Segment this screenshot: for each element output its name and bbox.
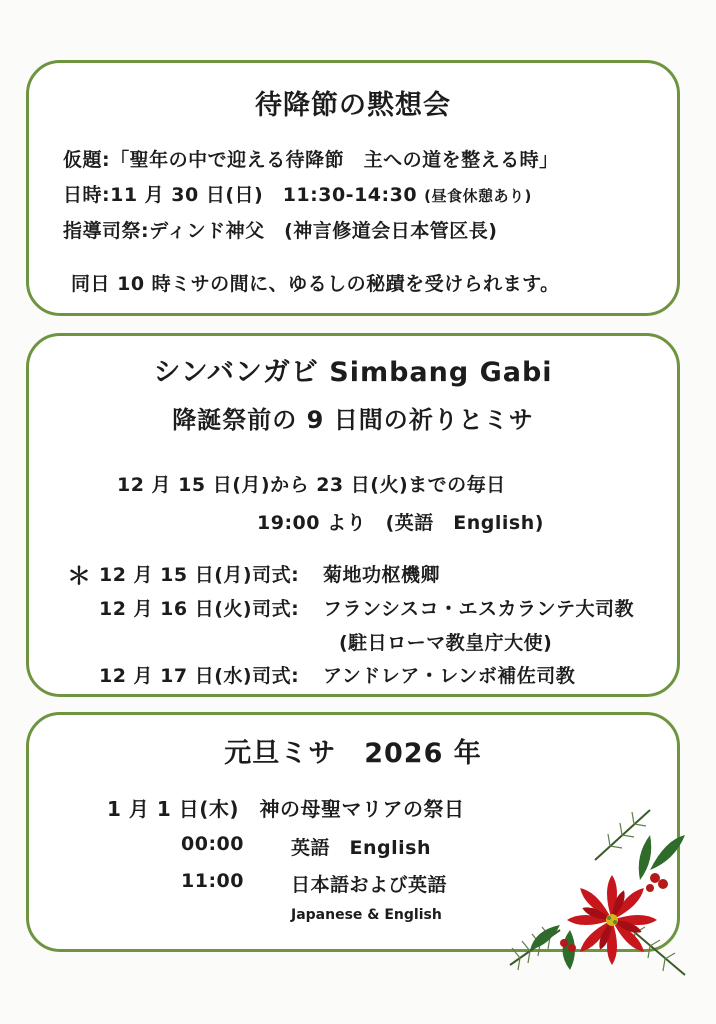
advent-director-row: [63, 216, 497, 243]
pine-branch-icon: [510, 810, 685, 975]
advent-title: 待降節の黙想会: [255, 90, 451, 121]
director-text: ディンド神父 (神言修道会日本管区長): [149, 220, 498, 242]
simbang-gabi-section: [26, 333, 680, 697]
asterisk-marker: ＊: [67, 562, 91, 590]
celebrant-name-2: フランシスコ・エスカランテ大司教: [323, 598, 634, 620]
mass-lang-2-en: Japanese & English: [291, 907, 442, 923]
advent-theme-row: [63, 145, 559, 172]
simbang-title: シンバンガビ Simbang Gabi: [153, 357, 553, 388]
poinsettia-petals-icon: [567, 875, 657, 965]
newyear-date: 1 月 1 日(木) 神の母聖マリアの祭日: [107, 797, 465, 821]
director-label: 指導司祭:: [63, 220, 150, 242]
theme-text: 「聖年の中で迎える待降節 主への道を整える時」: [110, 149, 559, 171]
datetime-note: (昼食休憩あり): [424, 187, 532, 205]
simbang-time: 19:00 より (英語 English): [257, 512, 544, 534]
celebrant-name-2-title: (駐日ローマ教皇庁大使): [339, 632, 553, 654]
mass-lang-1: 英語 English: [291, 837, 431, 859]
advent-note: 同日 10 時ミサの間に、ゆるしの秘蹟を受けられます。: [71, 273, 560, 295]
simbang-schedule: 12 月 15 日(月)から 23 日(火)までの毎日: [117, 474, 506, 496]
celebrant-date-1: 12 月 15 日(月)司式:: [99, 564, 300, 586]
mass-time-1: 00:00: [181, 833, 244, 855]
celebrant-name-1: 菊地功枢機卿: [323, 564, 441, 586]
mass-time-2: 11:00: [181, 870, 244, 892]
datetime-label: 日時:: [63, 184, 111, 206]
advent-retreat-section: [26, 60, 680, 316]
datetime-text: 11 月 30 日(日) 11:30-14:30: [110, 184, 418, 206]
theme-label: 仮題:: [63, 149, 111, 171]
mass-lang-2: 日本語および英語: [291, 874, 448, 896]
celebrant-date-2: 12 月 16 日(火)司式:: [99, 598, 300, 620]
simbang-subtitle: 降誕祭前の 9 日間の祈りとミサ: [172, 406, 534, 434]
newyear-title: 元旦ミサ 2026 年: [224, 738, 482, 769]
poinsettia-icon: [500, 800, 690, 990]
celebrant-date-3: 12 月 17 日(水)司式:: [99, 665, 300, 687]
celebrant-name-3: アンドレア・レンボ補佐司教: [323, 665, 576, 687]
advent-datetime-row: [63, 180, 532, 207]
